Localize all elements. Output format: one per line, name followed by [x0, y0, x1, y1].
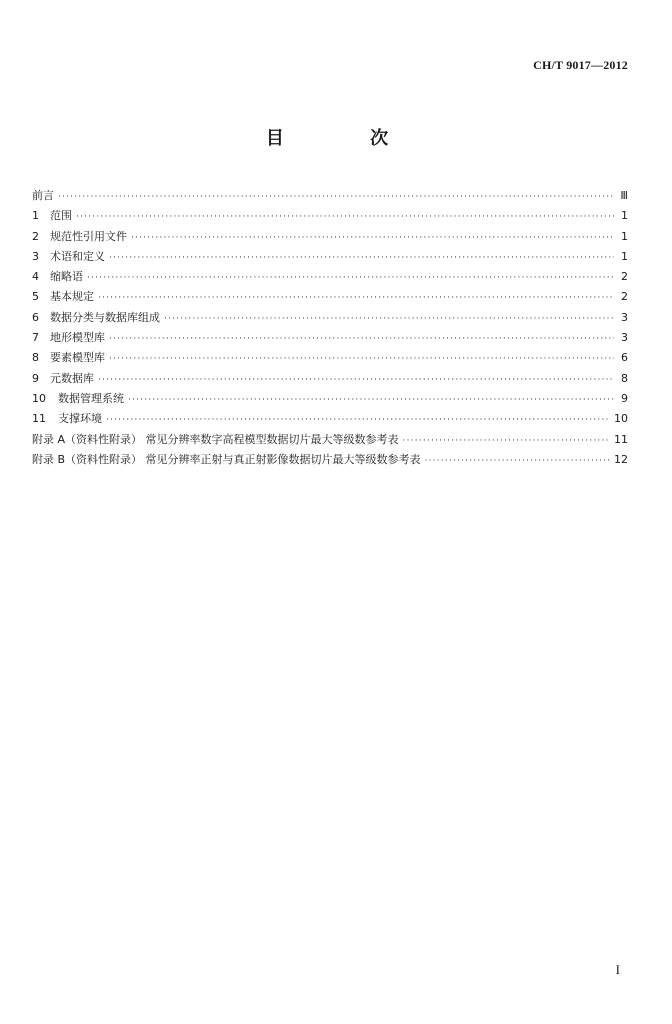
toc-entry-page: 9: [621, 391, 628, 405]
toc-leader: [109, 334, 614, 344]
toc-entry-text: [32, 390, 124, 406]
toc-entry-label: 数据管理系统: [58, 391, 124, 405]
toc-entry-label: 范围: [50, 209, 72, 223]
toc-entry-text: [32, 207, 72, 223]
toc-entry-label: 附录 B（资料性附录） 常见分辨率正射与真正射影像数据切片最大等级数参考表: [32, 452, 421, 466]
toc-entry-number: 11: [32, 412, 46, 426]
toc-entry-label: 前言: [32, 189, 54, 202]
toc-entry-label: 地形模型库: [50, 331, 105, 345]
toc-entry[interactable]: [32, 248, 628, 268]
toc-entry-text: [32, 370, 94, 386]
standard-code: CH/T 9017—2012: [533, 58, 628, 72]
toc-leader: [164, 314, 614, 324]
toc-leader: [106, 415, 610, 425]
toc-entry-page: 3: [621, 310, 628, 324]
toc-entry-page: 1: [621, 249, 628, 263]
toc-entry[interactable]: [32, 187, 628, 207]
toc-entry[interactable]: [32, 228, 628, 248]
toc-entry[interactable]: [32, 288, 628, 308]
toc-entry-page: 2: [621, 290, 628, 304]
toc-leader: [76, 212, 614, 222]
toc-entry-label: 元数据库: [50, 371, 94, 385]
toc-entry-text: [32, 309, 160, 325]
toc-entry-label: 要素模型库: [50, 351, 105, 365]
toc-entry-text: [32, 228, 127, 244]
toc-entry-number: 8: [32, 351, 39, 365]
toc-entry-label: 术语和定义: [50, 249, 105, 263]
page-number: I: [615, 962, 620, 977]
toc-entry-number: 6: [32, 310, 39, 324]
toc-entry-label: 附录 A（资料性附录） 常见分辨率数字高程模型数据切片最大等级数参考表: [32, 432, 399, 446]
toc-entry-label: 数据分类与数据库组成: [50, 310, 160, 324]
toc-leader: [109, 354, 614, 364]
toc-entry-page: 6: [621, 351, 628, 365]
toc-entry[interactable]: [32, 268, 628, 288]
toc-leader: [403, 436, 610, 446]
toc-entry-label: 规范性引用文件: [50, 229, 127, 243]
toc-leader: [131, 233, 614, 243]
toc-entry-number: 9: [32, 371, 39, 385]
toc-leader: [109, 253, 614, 263]
toc-leader: [87, 273, 614, 283]
toc-entry-page: 1: [621, 229, 628, 243]
toc-leader: [425, 456, 610, 466]
toc-entry-text: [32, 349, 105, 365]
toc-entry-page: Ⅲ: [620, 189, 628, 202]
toc-entry[interactable]: [32, 329, 628, 349]
toc-entry-number: 4: [32, 270, 39, 284]
toc-entry-page: 10: [614, 412, 628, 426]
toc-entry-page: 8: [621, 371, 628, 385]
toc-entry-appendix-b[interactable]: [32, 451, 628, 471]
toc-entry-page: 1: [621, 209, 628, 223]
toc-entry[interactable]: [32, 390, 628, 410]
toc-entry[interactable]: [32, 349, 628, 369]
toc-entry-number: 5: [32, 290, 39, 304]
toc-entry-text: [32, 410, 102, 426]
toc-entry-number: 1: [32, 209, 39, 223]
toc-entry-page: 3: [621, 331, 628, 345]
toc-leader: [98, 375, 614, 385]
toc-entry-page: 2: [621, 270, 628, 284]
toc-entry[interactable]: [32, 207, 628, 227]
toc-entry[interactable]: [32, 410, 628, 430]
toc-entry-label: 支撑环境: [58, 412, 102, 426]
toc-entry-text: [32, 329, 105, 345]
toc-leader: [58, 192, 614, 202]
toc-entry-text: [32, 248, 105, 264]
toc-entry[interactable]: [32, 370, 628, 390]
toc-entry-number: 7: [32, 331, 39, 345]
toc-entry-label: 缩略语: [50, 270, 83, 284]
toc-entry-number: 3: [32, 249, 39, 263]
toc-entry-appendix-a[interactable]: [32, 431, 628, 451]
toc-entry[interactable]: [32, 309, 628, 329]
toc-leader: [98, 293, 614, 303]
toc-entry-text: [32, 288, 94, 304]
toc-leader: [128, 395, 614, 405]
toc-entry-text: [32, 268, 83, 284]
toc-entry-label: 基本规定: [50, 290, 94, 304]
table-of-contents: [32, 187, 628, 471]
toc-entry-page: 11: [614, 432, 628, 446]
toc-entry-number: 2: [32, 229, 39, 243]
toc-title: 目 次: [265, 128, 429, 149]
toc-entry-number: 10: [32, 391, 46, 405]
toc-entry-page: 12: [614, 452, 628, 466]
